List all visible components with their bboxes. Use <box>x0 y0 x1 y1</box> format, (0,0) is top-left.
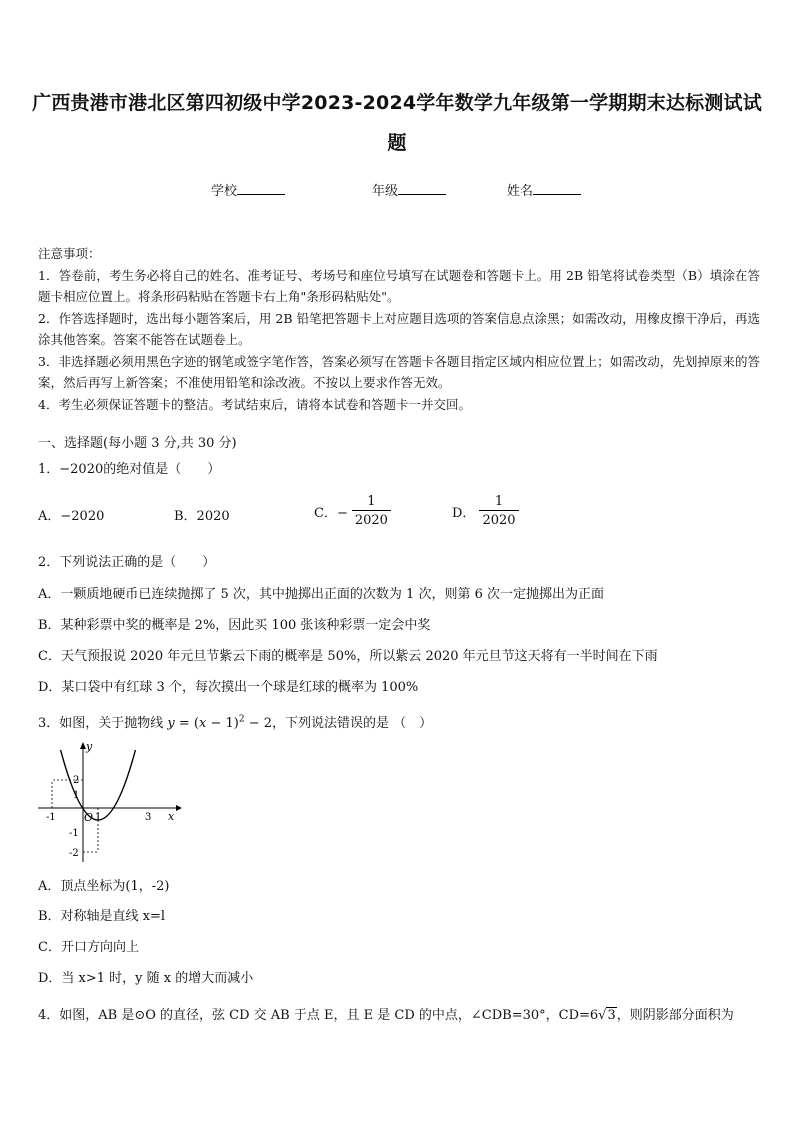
y-axis-label: y <box>86 740 93 753</box>
fraction-numerator: 1 <box>367 494 376 509</box>
tick-label-y: -1 <box>69 828 79 839</box>
fraction-denominator: 2020 <box>479 510 518 529</box>
origin-label: O <box>84 811 94 824</box>
exam-title <box>30 83 764 163</box>
formula-exponent: 2 <box>238 714 245 725</box>
tick-label-y: 1 <box>73 790 80 801</box>
q3-option-b[interactable]: B．对称轴是直线 x=l <box>38 909 166 924</box>
q4-stem-suffix: ，则阴影部分面积为 <box>616 1008 734 1023</box>
tick-label-x: 3 <box>145 812 152 823</box>
q4-stem <box>38 1004 734 1023</box>
q1-option-d-prefix: D． <box>452 506 476 521</box>
q2-option-b[interactable]: B．某种彩票中奖的概率是 2%，因此买 100 张该种彩票一定会中奖 <box>38 618 431 633</box>
notes-heading: 注意事项： <box>38 246 101 261</box>
q3-stem-suffix: ，下列说法错误的是 （ ） <box>272 716 433 731</box>
formula-rest: − 1) <box>206 716 239 731</box>
q3-option-a[interactable]: A．顶点坐标为(1，-2) <box>38 879 170 894</box>
formula-x: x <box>199 716 207 731</box>
q3-stem-prefix: 3．如图，关于抛物线 <box>38 716 168 731</box>
x-axis-arrow-icon <box>176 805 182 811</box>
tick-label-y: 2 <box>73 775 80 786</box>
x-axis-label: x <box>168 810 175 823</box>
q2-stem: 2．下列说法正确的是（ ） <box>38 555 216 570</box>
q2-option-d[interactable]: D．某口袋中有红球 3 个，每次摸出一个球是红球的概率为 100% <box>38 680 419 695</box>
exam-title-line1: 广西贵港市港北区第四初级中学2023-2024学年数学九年级第一学期期末达标测试试 <box>32 92 762 114</box>
fraction-denominator: 2020 <box>352 510 391 529</box>
formula-eq: = ( <box>174 716 199 731</box>
q1-option-c[interactable] <box>314 494 391 529</box>
notes-block <box>38 243 760 415</box>
q3-option-d[interactable]: D．当 x>1 时，y 随 x 的增大而减小 <box>38 971 254 986</box>
q3-stem <box>38 712 432 731</box>
note-item: 1．答卷前，考生务必将自己的姓名、准考证号、考场号和座位号填写在试题卷和答题卡上。用 2B 铅笔将试卷类型（B）填涂在答题卡相应位置上。将条形码粘贴在答题卡右上角"条形码粘贴处"。 <box>38 267 760 304</box>
q1-option-d-fraction <box>479 494 518 529</box>
student-info-row <box>0 180 794 200</box>
tick-label-x: 1 <box>95 812 102 823</box>
q1-option-c-prefix: C．− <box>314 506 348 521</box>
name-field[interactable] <box>507 180 581 199</box>
section-heading: 一、选择题(每小题 3 分,共 30 分) <box>38 436 237 451</box>
exam-title-line2: 题 <box>387 132 407 154</box>
grade-blank[interactable] <box>398 181 446 195</box>
parabola-graph <box>34 740 184 865</box>
q1-stem: 1．−2020的绝对值是（ ） <box>38 462 221 477</box>
tick-label-y: -2 <box>69 848 79 859</box>
school-label: 学校 <box>211 184 238 199</box>
note-item: 3．非选择题必须用黑色字迹的钢笔或签字笔作答，答案必须写在答题卡各题目指定区域内相应位置上；如需改动，先划掉原来的答案，然后再写上新答案；不准使用铅笔和涂改液。不按以上要求作答无效。 <box>38 353 760 390</box>
tick-label-x: -1 <box>46 812 56 823</box>
school-blank[interactable] <box>237 181 285 195</box>
fraction-numerator: 1 <box>494 494 504 509</box>
grade-label: 年级 <box>372 184 399 199</box>
sqrt-icon: √ <box>598 1008 607 1023</box>
note-item: 2．作答选择题时，选出每小题答案后，用 2B 铅笔把答题卡上对应题目选项的答案信息点涂黑；如需改动，用橡皮擦干净后，再选涂其他答案。答案不能答在试题卷上。 <box>38 310 760 347</box>
q1-option-c-fraction <box>352 494 391 529</box>
q2-option-c[interactable]: C．天气预报说 2020 年元旦节紫云下雨的概率是 50%，所以紫云 2020 年元旦节这天将有一半时间在下雨 <box>38 649 658 664</box>
note-item: 4．考生必须保证答题卡的整洁。考试结束后，请将本试卷和答题卡一并交回。 <box>38 396 471 412</box>
q3-option-c[interactable]: C．开口方向向上 <box>38 940 139 955</box>
q1-option-b[interactable]: B．2020 <box>174 509 230 524</box>
q4-stem-prefix: 4．如图，AB 是⊙O 的直径，弦 CD 交 AB 于点 E，且 E 是 CD 的中点，∠CDB=30°，CD=6 <box>38 1008 599 1023</box>
grade-field[interactable] <box>372 180 446 199</box>
sqrt-radicand: 3 <box>607 1008 616 1023</box>
name-label: 姓名 <box>507 184 534 199</box>
formula-y: y <box>167 716 175 731</box>
name-blank[interactable] <box>533 181 581 195</box>
q2-option-a[interactable]: A．一颗质地硬币已连续抛掷了 5 次，其中抛掷出正面的次数为 1 次，则第 6 次一定抛掷出为正面 <box>38 587 604 602</box>
q1-option-d[interactable] <box>452 494 519 529</box>
formula-tail: − 2 <box>244 716 273 731</box>
school-field[interactable] <box>211 180 285 199</box>
q1-option-a[interactable]: A．−2020 <box>38 509 105 524</box>
